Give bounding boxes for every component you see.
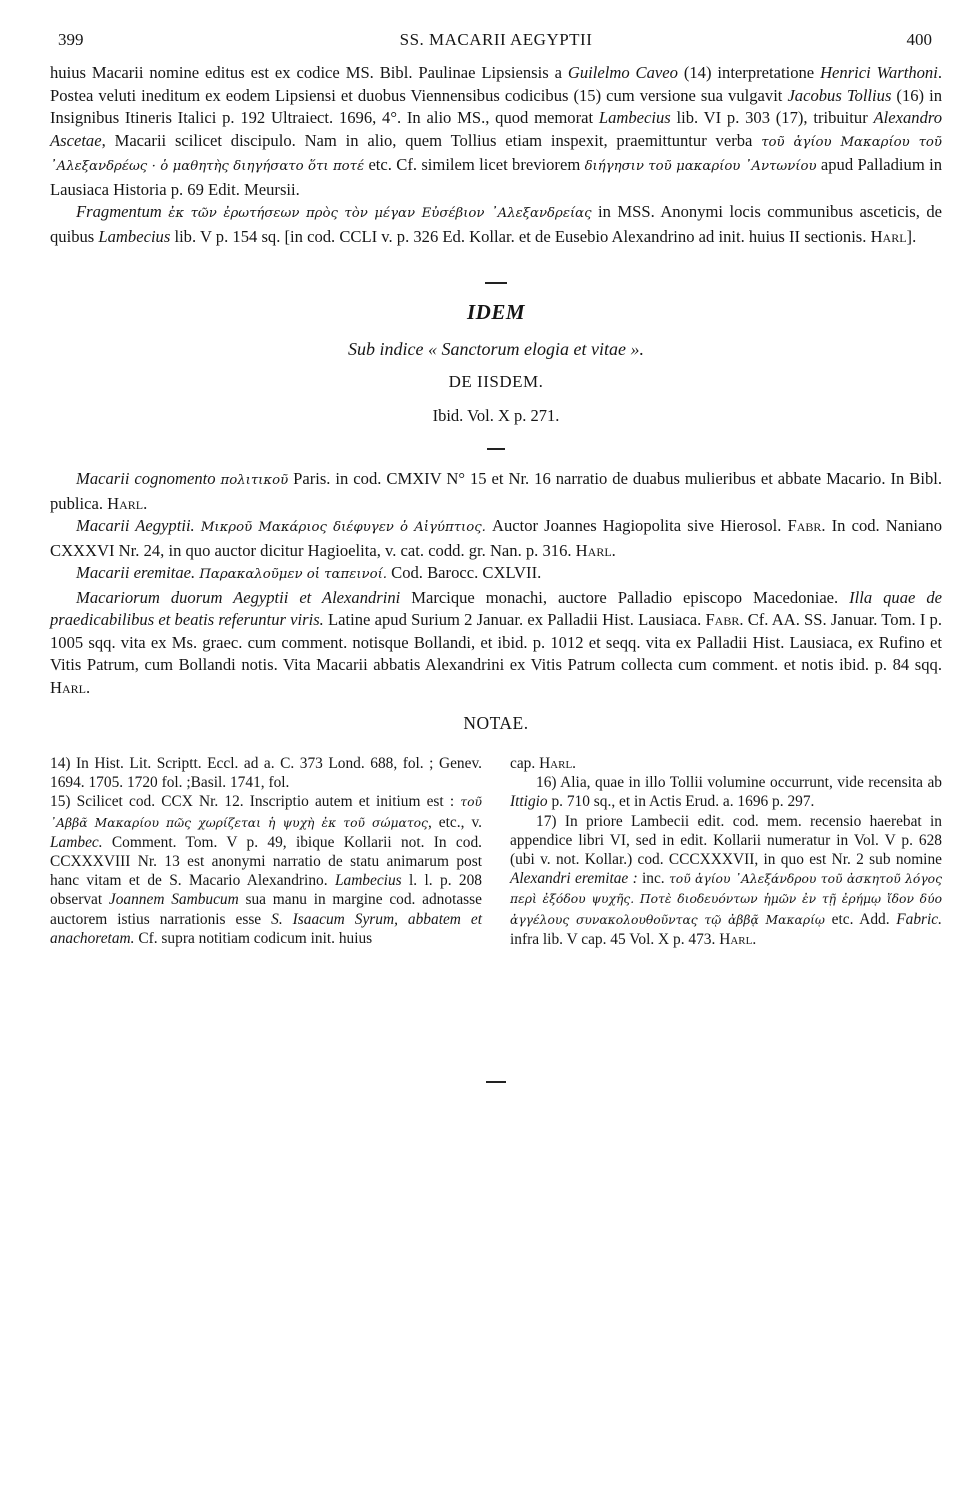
note-15-continued: cap. Harl. <box>510 755 577 772</box>
page-number-left: 399 <box>58 30 84 49</box>
entries <box>50 468 942 699</box>
running-head <box>50 30 942 62</box>
greek-text: πολιτικοῦ <box>220 473 289 488</box>
intro-paragraph-1: huius Macarii nomine editus est ex codice MS. Bibl. Paulinae Lipsiensis a Guilelmo Caveo (14) interpretatione Henrici Warthoni. Postea veluti ineditum ex eodem Lipsiensi et duobus Viennensibus codicibus (15) cum versione sua vulgavit Jacobus Tollius (16) in Insignibus Itineris Italici p. 192 Ultraiect. 1696, 4°. In alio MS., quod memorat Lambecius lib. VI p. 303 (17), tribuitur Alexandro Ascetae, Macarii scilicet discipulo. Nam in alio, quem Tollius etiam inspexit, praemittuntur verba τοῦ ἁγίου Μακαρίου τοῦ ᾿Αλεξανδρέως · ὁ μαθητὴς διηγήσατο ὅτι ποτέ etc. Cf. similem licet breviorem διήγησιν τοῦ μακαρίου ᾿Αντωνίου apud Palladium in Lausiaca Historia p. 69 Edit. Meursii. <box>50 63 943 199</box>
greek-text: τοῦ ἁγίου Μακαρίου τοῦ ᾿Αλεξανδρέως · ὁ μαθητὴς διηγήσατο ὅτι ποτέ <box>50 134 942 174</box>
section-heading-idem: IDEM <box>466 300 526 324</box>
intro-paragraph-2: Fragmentum ἐκ τῶν ἐρωτήσεων πρὸς τὸν μέγαν Εὐσέβιον ᾿Αλεξανδρείας in MSS. Anonymi locis communibus asceticis, de quibus Lambecius lib. V p. 154 sq. [in cod. CCLI v. p. 326 Ed. Kollar. et de Eusebio Alexandrino ad init. huius II sectionis. Harl]. <box>50 202 942 246</box>
greek-text: τοῦ ᾿Αββᾶ Μακαρίου πῶς χωρίζεται ἡ ψυχὴ ἐκ τοῦ σώματος <box>50 795 482 830</box>
entry-4: Macariorum duorum Aegyptii et Alexandrini Marcique monachi, auctore Palladio episcopo Macedoniae. Illa quae de praedicabilibus et beatis referuntur viris. Latine apud Surium 2 Januar. ex Palladii Hist. Lausiaca. Fabr. Cf. AA. SS. Januar. Tom. I p. 1005 sqq. vita ex Ms. graec. cum comment. notisque Bollandi, et ibid. p. 1012 et seqq. vita ex Palladii Hist. Lausiaca, ex Rufino et Vitis Patrum, cum Bollandi notis. Vita Macarii abbatis Alexandrini ex Vitis Patrum collecta cum comment. et notis ibid. p. 84 sqq. Harl. <box>50 587 942 697</box>
page-number-right: 400 <box>906 30 932 49</box>
page <box>50 30 942 1083</box>
page-end-divider <box>486 1081 506 1083</box>
note-16: 16) Alia, quae in illo Tollii volumine occurrunt, vide recensita ab Ittigio p. 710 sq., et in Actis Erud. a. 1696 p. 297. <box>510 774 942 811</box>
entry-2: Macarii Aegyptii. Μικροῦ Μακάριος διέφυγεν ὁ Αἰγύπτιος. Auctor Joannes Hagiopolita sive Hierosol. Fabr. In cod. Naniano CXXXVI Nr. 24, in quo auctor dicitur Hagioelita, v. cat. codd. gr. Nan. p. 316. Harl. <box>50 516 942 560</box>
notes-columns <box>50 754 942 949</box>
greek-text: Παρακαλοῦμεν οἱ ταπεινοί. <box>199 567 387 582</box>
section-de-iisdem: DE IISDEM. <box>448 372 544 391</box>
section-ibid: Ibid. Vol. X p. 271. <box>432 406 560 425</box>
greek-text: Μικροῦ Μακάριος διέφυγεν ὁ Αἰγύπτιος. <box>200 520 486 535</box>
greek-text: ἐκ τῶν ἐρωτήσεων πρὸς τὸν μέγαν Εὐσέβιον ᾿Αλεξανδρείας <box>168 206 592 221</box>
notae-heading: NOTAE. <box>463 713 529 733</box>
notes-right-column <box>510 754 942 949</box>
note-15: 15) Scilicet cod. CCX Nr. 12. Inscriptio autem et initium est : τοῦ ᾿Αββᾶ Μακαρίου πῶς χωρίζεται ἡ ψυχὴ ἐκ τοῦ σώματος, etc., v. Lambec. Comment. Tom. V p. 49, ibique Kollarii not. In cod. CCXXXVIII Nr. 13 est anonymi narratio de statu animarum post hanc vitam et de S. Macario Alexandrino. Lambecius l. l. p. 208 observat Joannem Sambucum sua manu in margine cod. adnotasse auctorem istius narrationis esse S. Isaacum Syrum, abbatem et anachoretam. Cf. supra notitiam codicum init. huius <box>50 793 482 947</box>
greek-text: τοῦ ἁγίου ᾿Αλεξάνδρου τοῦ ἀσκητοῦ λόγος περὶ ἐξόδου ψυχῆς. Ποτὲ διοδευόντων ἡμῶν ἐν τῇ ἐρήμῳ ἴδον δύο ἀγγέλους συνακολουθοῦντας τῷ ἀββᾷ Μακαρίῳ <box>510 872 942 927</box>
entry-1: Macarii cognomento πολιτικοῦ Paris. in cod. CMXIV N° 15 et Nr. 16 narratio de duabus mulieribus et abbate Macario. In Bibl. publica. Harl. <box>50 469 943 513</box>
greek-text: διήγησιν τοῦ μακαρίου ᾿Αντωνίου <box>584 159 817 174</box>
notes-left-column <box>50 754 482 949</box>
section-divider <box>487 448 505 450</box>
section-divider <box>485 282 507 284</box>
entry-3: Macarii eremitae. Παρακαλοῦμεν οἱ ταπεινοί. Cod. Barocc. CXLVII. <box>76 563 542 582</box>
note-17: 17) In priore Lambecii edit. cod. mem. recensio haerebat in appendice libri VI, sed in edit. Kollarii numeratur in Vol. V p. 628 (ubi v. not. Kollar.) cod. CCCXXXVII, in quo est Nr. 2 sub nomine Alexandri eremitae : inc. τοῦ ἁγίου ᾿Αλεξάνδρου τοῦ ἀσκητοῦ λόγος περὶ ἐξόδου ψυχῆς. Ποτὲ διοδευόντων ἡμῶν ἐν τῇ ἐρήμῳ ἴδον δύο ἀγγέλους συνακολουθοῦντας τῷ ἀββᾷ Μακαρίῳ etc. Add. Fabric. infra lib. V cap. 45 Vol. X p. 473. Harl. <box>510 812 942 948</box>
running-title: SS. MACARII AEGYPTII <box>399 30 593 49</box>
section-subtitle: Sub indice « Sanctorum elogia et vitae ». <box>348 339 644 359</box>
note-14: 14) In Hist. Lit. Scriptt. Eccl. ad a. C. 373 Lond. 688, fol. ; Genev. 1694. 1705. 1720 fol. ;Basil. 1741, fol. <box>50 755 482 792</box>
